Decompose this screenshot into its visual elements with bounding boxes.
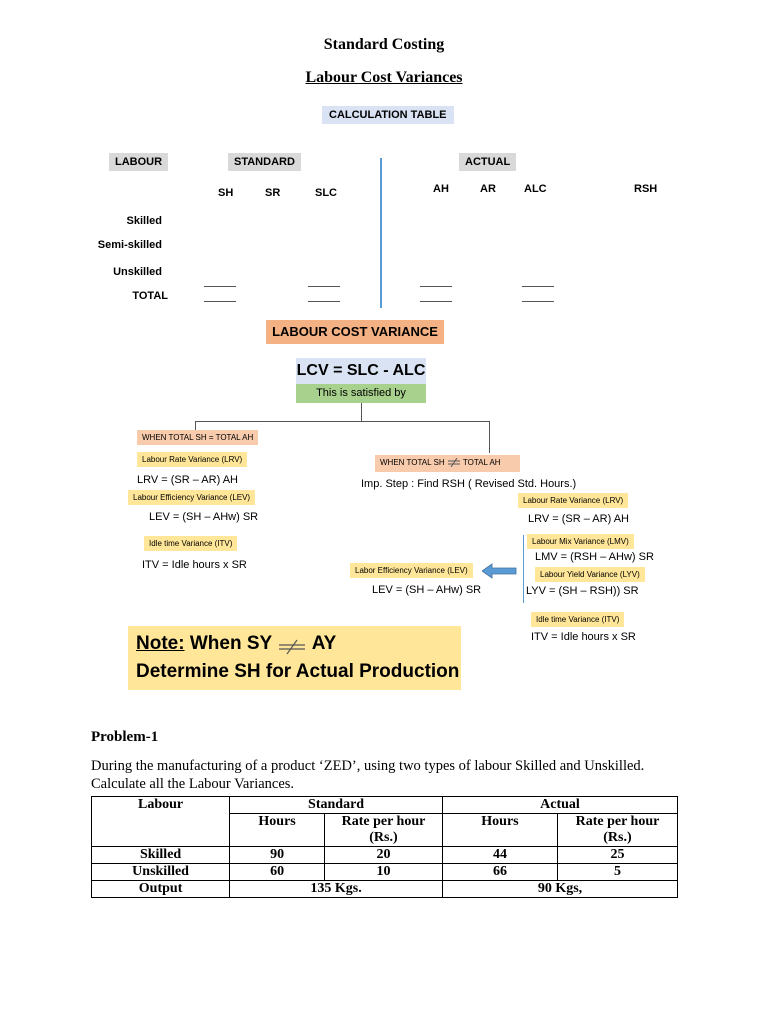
problem-text-line2: Calculate all the Labour Variances.	[91, 776, 295, 792]
right-itv-label: Idle time Variance (ITV)	[531, 612, 624, 627]
std-rate: 20	[324, 847, 442, 864]
th-std-rate-line1: Rate per hour	[341, 814, 426, 829]
right-lrv-formula: LRV = (SR – AR) AH	[528, 513, 629, 525]
note-line1-b: AY	[311, 633, 337, 654]
std-hours: 90	[230, 847, 325, 864]
note-line2: Determine SH for Actual Production	[136, 661, 460, 682]
tree-right-drop	[489, 421, 490, 453]
left-itv-formula: ITV = Idle hours x SR	[142, 559, 247, 571]
th-labour: Labour	[92, 797, 230, 847]
lcv-formula: LCV = SLC - ALC	[296, 358, 426, 384]
divider-line	[380, 158, 382, 308]
arrow-left-icon	[482, 563, 518, 584]
not-equal-icon	[447, 458, 461, 467]
note-prefix: Note:	[136, 633, 185, 654]
row-label: Unskilled	[92, 864, 230, 881]
act-hours: 66	[442, 864, 557, 881]
act-hours: 44	[442, 847, 557, 864]
output-label: Output	[92, 881, 230, 898]
th-standard: Standard	[230, 797, 443, 814]
total-line-alc	[522, 286, 554, 302]
imp-step: Imp. Step : Find RSH ( Revised Std. Hours.)	[361, 478, 577, 490]
th-std-rate-line2: (Rs.)	[369, 830, 398, 845]
problem-text-line1: During the manufacturing of a product ‘ZED’, using two types of labour Skilled and Unskilled.	[91, 758, 645, 774]
right-lrv-label: Labour Rate Variance (LRV)	[518, 493, 628, 508]
row-semi-skilled: Semi-skilled	[97, 239, 162, 251]
col-rsh: RSH	[634, 183, 658, 195]
page-subtitle: Labour Cost Variances	[305, 69, 463, 86]
satisfied-by-label: This is satisfied by	[296, 384, 426, 403]
std-hours: 60	[230, 864, 325, 881]
th-std-hours: Hours	[230, 814, 325, 847]
lcv-title: LABOUR COST VARIANCE	[266, 320, 444, 344]
right-condition-b: TOTAL AH	[462, 458, 501, 467]
act-rate: 5	[557, 864, 677, 881]
th-act-hours: Hours	[442, 814, 557, 847]
col-alc: ALC	[524, 183, 547, 195]
th-act-rate-line2: (Rs.)	[603, 830, 632, 845]
row-label: Skilled	[92, 847, 230, 864]
total-line-ah	[420, 286, 452, 302]
left-lrv-formula: LRV = (SR – AR) AH	[137, 474, 238, 486]
right-condition-a: WHEN TOTAL SH	[380, 458, 445, 467]
bracket-line	[523, 535, 524, 603]
col-ah: AH	[433, 183, 449, 195]
total-line-sh	[204, 286, 236, 302]
act-output: 90 Kgs,	[442, 881, 677, 898]
lyv-formula: LYV = (SH – RSH)) SR	[526, 585, 639, 597]
col-ar: AR	[480, 183, 496, 195]
th-std-rate	[324, 814, 442, 847]
left-lrv-label: Labour Rate Variance (LRV)	[137, 452, 247, 467]
table-row	[92, 847, 678, 864]
tree-stem	[361, 403, 362, 421]
note-line1-a: When SY	[184, 633, 272, 654]
tree-branch	[195, 421, 490, 422]
actual-header: ACTUAL	[459, 153, 516, 171]
th-act-rate-line1: Rate per hour	[575, 814, 660, 829]
col-sh: SH	[218, 187, 234, 199]
note-box	[128, 626, 461, 690]
lyv-label: Labour Yield Variance (LYV)	[535, 567, 645, 582]
th-actual: Actual	[442, 797, 677, 814]
total-line-slc	[308, 286, 340, 302]
row-unskilled: Unskilled	[113, 266, 162, 278]
left-itv-label: Idle time Variance (ITV)	[144, 536, 237, 551]
act-rate: 25	[557, 847, 677, 864]
standard-header: STANDARD	[228, 153, 301, 171]
right-lev-formula: LEV = (SH – AHw) SR	[372, 584, 482, 596]
problem-title: Problem-1	[91, 729, 159, 745]
std-rate: 10	[324, 864, 442, 881]
th-act-rate	[557, 814, 677, 847]
std-output: 135 Kgs.	[230, 881, 443, 898]
row-total: TOTAL	[132, 290, 168, 302]
col-slc: SLC	[315, 187, 337, 199]
table-row-output	[92, 881, 678, 898]
left-condition: WHEN TOTAL SH = TOTAL AH	[137, 430, 258, 445]
left-lev-formula: LEV = (SH – AHw) SR	[149, 511, 259, 523]
lmv-label: Labour Mix Variance (LMV)	[527, 534, 634, 549]
right-condition	[375, 455, 520, 472]
right-itv-formula: ITV = Idle hours x SR	[531, 631, 636, 643]
page-title: Standard Costing	[323, 36, 445, 53]
lmv-formula: LMV = (RSH – AHw) SR	[535, 551, 654, 563]
table-row	[92, 864, 678, 881]
not-equal-icon-large	[277, 636, 307, 652]
right-lev-label: Labor Efficiency Variance (LEV)	[350, 563, 473, 578]
left-lev-label: Labour Efficiency Variance (LEV)	[128, 490, 255, 505]
calculation-table-label: CALCULATION TABLE	[322, 106, 454, 124]
labour-header: LABOUR	[109, 153, 168, 171]
problem-table	[91, 796, 678, 898]
row-skilled: Skilled	[126, 215, 162, 227]
col-sr: SR	[265, 187, 281, 199]
